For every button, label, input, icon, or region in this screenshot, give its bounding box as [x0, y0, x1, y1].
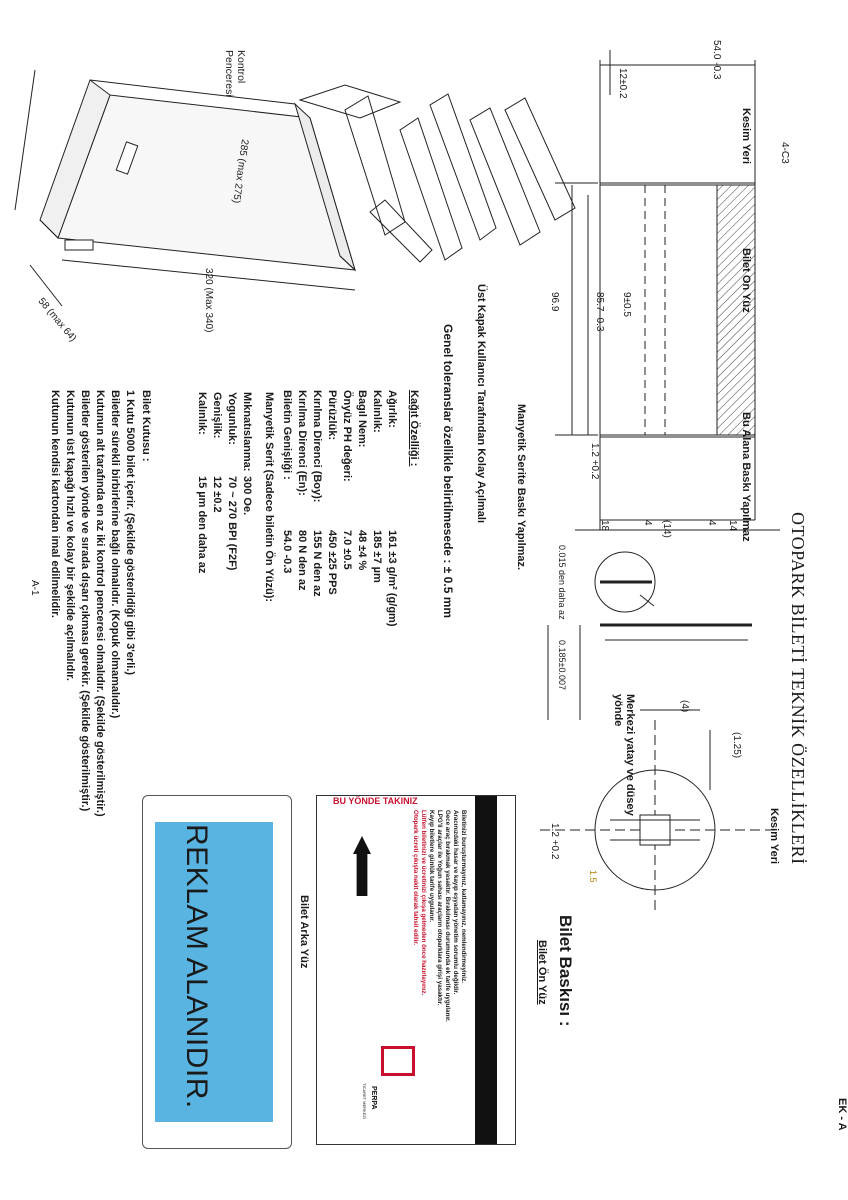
ticket-box-spec	[46, 390, 152, 817]
paper-row: Önyüz PH değeri:7.0 ±0.5	[341, 390, 353, 570]
ticket-box-drawing	[15, 70, 355, 306]
ticket-front-text: Biletinizi buruşturmayınız, katlamayınız, nemlendirmeyiniz. Aracınızdaki hasar ve kayıp eşyadan yönetim sorumlu değildir. Gece araç bırakmak yasaktır. Bırakılması durumunda ek tarife uygulanır. LPG'li araçlar ile Yoğun sahası araçların otoparklara girişi yasaktır. Kayıp biletlere günlük tarife uygulanır. Lütfen biletinizi ve ücretinizi çıkışa gelmeden önce hazırlayınız. Otopark ücreti çıkışta nakit olarak tahsil edilir.	[412, 810, 467, 1022]
dim-length-outer: 96.9	[549, 292, 560, 312]
box-line: Kutunun alt tarafında en az iki kontrol penceresi olmalıdır. (Şekilde gösterilmiştir.)	[94, 390, 106, 817]
paper-row: Bagıl Nem:48 ±4 %	[356, 390, 368, 571]
brand-name: PERPA	[370, 1086, 377, 1110]
tolerance-note: Genel toleranslar özellikle belirtilmesede : ± 0.5 mm	[441, 324, 455, 619]
paper-spec-block	[278, 390, 420, 627]
dim-seg-5: 14	[727, 520, 738, 532]
paper-row: Kırılma Direnci (Boy):155 N den az	[311, 390, 323, 597]
hole-detail-drawing	[540, 710, 780, 910]
ad-area-text: REKLAM ALANIDIR.	[180, 824, 213, 1109]
ticket-front-label: Bilet On Yüz	[740, 248, 752, 313]
magnetic-row: Kalınlık:15 µm den daha az	[196, 392, 208, 574]
ticket-print-heading: Bilet Baskısı :	[556, 915, 575, 1027]
magnetic-spec-block	[193, 392, 275, 602]
dim-seg-4: 4	[706, 520, 717, 526]
dim-margin-top: 12±0.2	[617, 68, 628, 99]
ticket-front-face-label: Bilet Ön Yüz	[536, 940, 548, 1005]
paper-row: Kalınlık:185 ±7 µm	[371, 390, 383, 583]
magnetic-row: Yogunluk:70 ~ 270 BPI (F2F)	[226, 392, 238, 571]
control-window-label: Kontrol Penceresi	[223, 50, 247, 97]
box-length-dim: 320 (Max 340)	[203, 268, 214, 333]
insert-arrow-icon	[353, 836, 371, 896]
page-number: A-1	[29, 580, 40, 596]
paper-row: Biletin Genişliği :54.0 -0.3	[281, 390, 293, 574]
magnetic-heading: Manyetik Serit (Sadece biletin Ön Yüzü):	[263, 392, 275, 603]
ad-area	[155, 822, 273, 1122]
ticket-back-face	[142, 795, 292, 1149]
dim-total-width: 54.0 -0.3	[711, 40, 722, 80]
hole-dim-4: (4)	[679, 700, 690, 713]
paper-row: Kırılma Direnci (En):80 N den az	[296, 390, 308, 591]
thickness-drawing	[548, 552, 752, 720]
dim-seg-2: 4	[642, 520, 653, 526]
dim-seg-3: (14)	[661, 520, 672, 538]
paper-row: Ağırlık:161 ±3 g/m² (g/gm)	[386, 390, 398, 627]
box-line: Biletler gösterilen yönde ve sırada dışarı çıkması gerekir. (Şekilde gösterilmiştir.)	[79, 390, 91, 812]
cut-place-top-label: Kesim Yeri	[740, 108, 752, 165]
hole-center-label: Merkezi yatay ve düsey yönde	[612, 694, 636, 816]
box-height-dim: 285 (max 275)	[230, 138, 250, 204]
magnetic-print-note: Manyetik Serite Baskı Yapılmaz.	[515, 404, 527, 571]
magnetic-row: Mıknatıslanma:300 Oe.	[241, 392, 253, 516]
dim-slot: 1.2 +0.2	[589, 443, 600, 480]
thickness-value: 0.185±0.007	[557, 640, 567, 690]
box-heading: Bilet Kutusu :	[140, 390, 152, 462]
box-width-dim: 58 (max 64)	[35, 296, 79, 344]
magnetic-row: Genişlik:12 ±0.2	[211, 392, 223, 513]
annex-label: EK - A	[836, 1098, 848, 1131]
ticket-front-face	[316, 795, 516, 1145]
box-line: Kutunun üst kapağı hızlı ve kolay bir şekilde açılmalıdır.	[64, 390, 76, 681]
magnetic-stripe	[475, 796, 497, 1144]
no-print-zone-label: Bu Alana Baskı Yapılmaz	[740, 412, 752, 542]
box-line: Kutunun kendisi kartondan imal edilmelidir.	[49, 390, 61, 618]
dim-chamfer: 4-C3	[779, 142, 790, 164]
ticket-back-face-label: Bilet Arka Yüz	[298, 895, 310, 969]
page-title: OTOPARK BİLETİ TEKNİK ÖZELLİKLERİ	[788, 512, 808, 865]
hole-dim-125: (1.25)	[731, 732, 742, 759]
dim-length-inner: 85.7 -0.3	[594, 292, 605, 332]
cut-place-bottom-label: Kesim Yeri	[768, 808, 780, 865]
insert-direction-label: BU YÖNDE TAKINIZ	[333, 796, 418, 806]
thickness-tolerance: 0.015 den daha az	[557, 545, 567, 620]
hole-dim-15: 1.5	[588, 870, 598, 883]
paper-heading: Kağıt Özelliği :	[408, 390, 420, 467]
dim-seg-1: 18	[599, 520, 610, 532]
hole-dim-12: 1.2 +0.2	[549, 823, 560, 860]
control-window-1	[65, 240, 93, 250]
brand-subtitle: TİCARET MERKEZİ	[362, 1083, 367, 1119]
paper-row: Pürüzlük:450 ±25 PPS	[326, 390, 338, 595]
dim-hole-offset: 9±0.5	[621, 292, 632, 317]
box-line: 1 Kutu 5000 bilet içerir. (Şekilde gösterildiği gibi 3'erli.)	[124, 390, 136, 676]
perpa-logo	[381, 1046, 415, 1076]
top-cover-note: Üst Kapak Kullanıcı Tarafından Kolay Açılmalı	[475, 284, 487, 524]
box-line: Biletler sürekli birbirlerine bağlı olmalıdır. (Kopuk olmamalıdır.)	[109, 390, 121, 719]
